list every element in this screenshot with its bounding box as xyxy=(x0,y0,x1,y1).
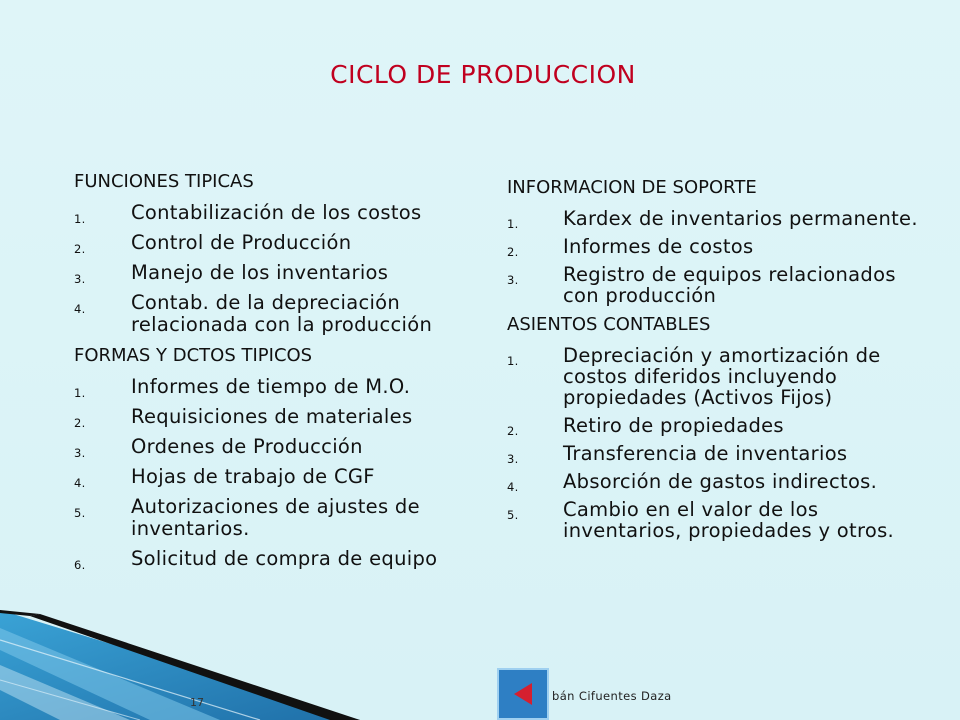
list-item xyxy=(74,292,474,336)
item-number: 3. xyxy=(74,272,86,286)
list-item xyxy=(507,499,927,541)
item-number: 4. xyxy=(507,480,519,494)
section-heading-asientos: ASIENTOS CONTABLES xyxy=(507,314,711,335)
item-text: Ordenes de Producción xyxy=(131,435,363,458)
item-text: Cambio en el valor de los inventarios, propiedades y otros. xyxy=(563,498,895,542)
item-number: 2. xyxy=(74,416,86,430)
list-item xyxy=(507,471,927,492)
item-number: 3. xyxy=(507,452,519,466)
section-heading-formas: FORMAS Y DCTOS TIPICOS xyxy=(74,345,313,366)
list-item xyxy=(74,496,474,540)
item-number: 4. xyxy=(74,476,86,490)
list-item xyxy=(74,202,474,224)
list-item xyxy=(74,548,474,570)
item-text: Registro de equipos relacionados con producción xyxy=(563,263,896,307)
asientos-list xyxy=(507,345,927,541)
item-text: Kardex de inventarios permanente. xyxy=(563,207,918,230)
item-text: Requisiciones de materiales xyxy=(131,405,413,428)
item-number: 1. xyxy=(507,217,519,231)
item-number: 1. xyxy=(74,212,86,226)
item-text: Manejo de los inventarios xyxy=(131,261,389,284)
list-item xyxy=(507,415,927,436)
item-text: Hojas de trabajo de CGF xyxy=(131,465,375,488)
item-number: 2. xyxy=(74,242,86,256)
list-item xyxy=(74,436,474,458)
item-text: Retiro de propiedades xyxy=(563,414,784,437)
formas-list xyxy=(74,376,474,570)
item-text: Autorizaciones de ajustes de inventarios. xyxy=(131,495,420,540)
list-item xyxy=(507,345,927,408)
informacion-list xyxy=(507,208,927,306)
item-text: Depreciación y amortización de costos diferidos incluyendo propiedades (Activos Fijos) xyxy=(563,344,881,409)
item-number: 6. xyxy=(74,558,86,572)
list-item xyxy=(507,264,927,306)
page-number: 17 xyxy=(190,696,204,709)
list-item xyxy=(74,262,474,284)
section-heading-funciones: FUNCIONES TIPICAS xyxy=(74,171,254,192)
triangle-left-icon xyxy=(508,679,538,709)
decorative-corner xyxy=(0,610,360,720)
item-number: 2. xyxy=(507,424,519,438)
funciones-list xyxy=(74,202,474,336)
item-number: 5. xyxy=(507,508,519,522)
back-nav-button[interactable] xyxy=(497,668,549,720)
item-text: Absorción de gastos indirectos. xyxy=(563,470,878,493)
list-item xyxy=(74,406,474,428)
item-number: 2. xyxy=(507,245,519,259)
item-number: 1. xyxy=(74,386,86,400)
list-item xyxy=(507,443,927,464)
item-number: 3. xyxy=(74,446,86,460)
slide-title: CICLO DE PRODUCCION xyxy=(330,60,636,89)
item-text: Transferencia de inventarios xyxy=(563,442,848,465)
item-text: Contab. de la depreciación relacionada con la producción xyxy=(131,291,433,336)
list-item xyxy=(74,466,474,488)
list-item xyxy=(74,232,474,254)
item-number: 5. xyxy=(74,506,86,520)
item-text: Solicitud de compra de equipo xyxy=(131,547,438,570)
footer-author: bán Cifuentes Daza xyxy=(552,689,672,703)
item-number: 4. xyxy=(74,302,86,316)
right-column xyxy=(507,176,927,548)
list-item xyxy=(74,376,474,398)
item-text: Contabilización de los costos xyxy=(131,201,422,224)
left-column xyxy=(74,170,474,578)
list-item xyxy=(507,236,927,257)
list-item xyxy=(507,208,927,229)
item-text: Control de Producción xyxy=(131,231,352,254)
section-heading-informacion: INFORMACION DE SOPORTE xyxy=(507,177,757,198)
item-number: 3. xyxy=(507,273,519,287)
item-number: 1. xyxy=(507,354,519,368)
item-text: Informes de costos xyxy=(563,235,754,258)
item-text: Informes de tiempo de M.O. xyxy=(131,375,411,398)
